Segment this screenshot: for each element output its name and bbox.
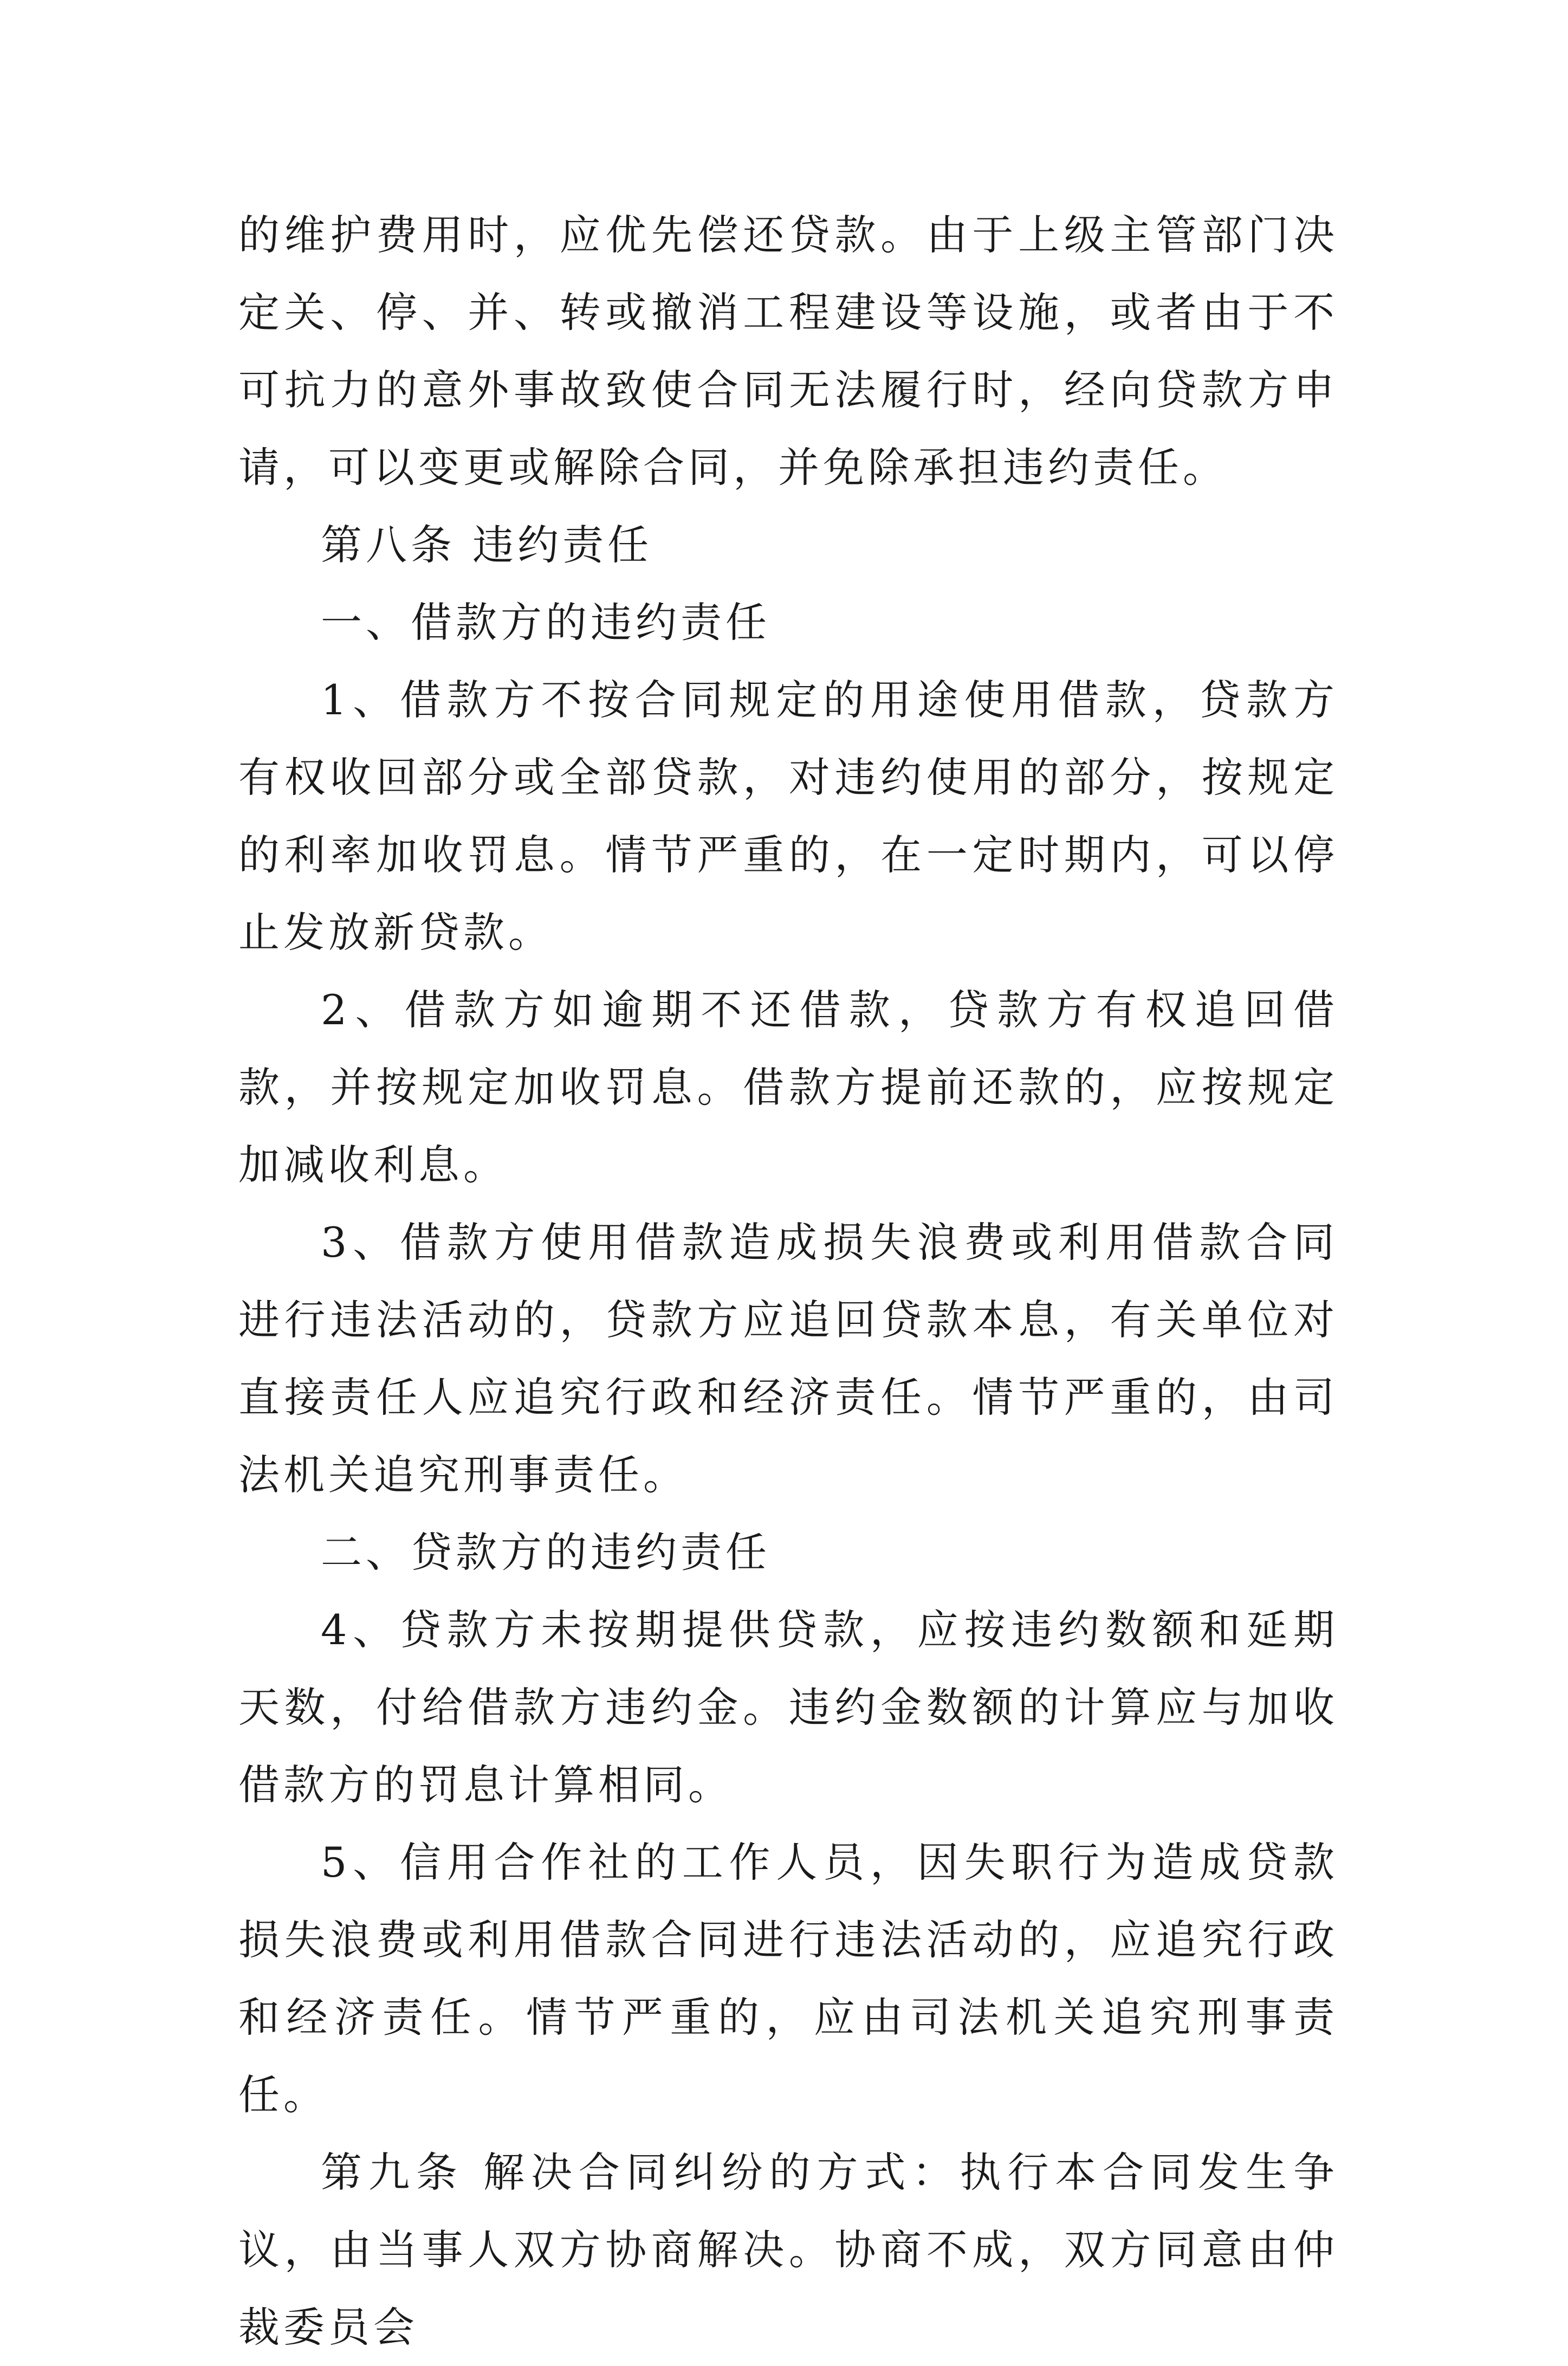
clause-2: 2、借款方如逾期不还借款，贷款方有权追回借款，并按规定加收罚息。借款方提前还款的，应按规定加减收利息。 <box>238 986 1338 1189</box>
clause-1: 1、借款方不按合同规定的用途使用借款，贷款方有权收回部分或全部贷款，对违约使用的部分，按规定的利率加收罚息。情节严重的，在一定时期内，可以停止发放新贷款。 <box>238 676 1338 956</box>
article-heading-8: 第八条 违约责任 <box>321 521 653 569</box>
section-heading-lender: 二、贷款方的违约责任 <box>321 1528 770 1576</box>
article-heading-9: 第九条 解决合同纠纷的方式：执行本合同发生争议，由当事人双方协商解决。协商不成，双方同意由仲裁委员会 <box>238 2148 1338 2351</box>
section-heading-borrower: 一、借款方的违约责任 <box>321 598 770 647</box>
clause-3: 3、借款方使用借款造成损失浪费或利用借款合同进行违法活动的，贷款方应追回贷款本息，有关单位对直接责任人应追究行政和经济责任。情节严重的，由司法机关追究刑事责任。 <box>238 1218 1338 1499</box>
clause-5: 5、信用合作社的工作人员，因失职行为造成贷款损失浪费或利用借款合同进行违法活动的，应追究行政和经济责任。情节严重的，应由司法机关追究刑事责任。 <box>238 1838 1338 2119</box>
clause-4: 4、贷款方未按期提供贷款，应按违约数额和延期天数，付给借款方违约金。违约金数额的计算应与加收借款方的罚息计算相同。 <box>238 1606 1338 1809</box>
paragraph-continuation: 的维护费用时，应优先偿还贷款。由于上级主管部门决定关、停、并、转或撤消工程建设等设施，或者由于不可抗力的意外事故致使合同无法履行时，经向贷款方申请，可以变更或解除合同，并免除承担违约责任。 <box>238 211 1338 492</box>
document-body <box>238 196 1338 2366</box>
